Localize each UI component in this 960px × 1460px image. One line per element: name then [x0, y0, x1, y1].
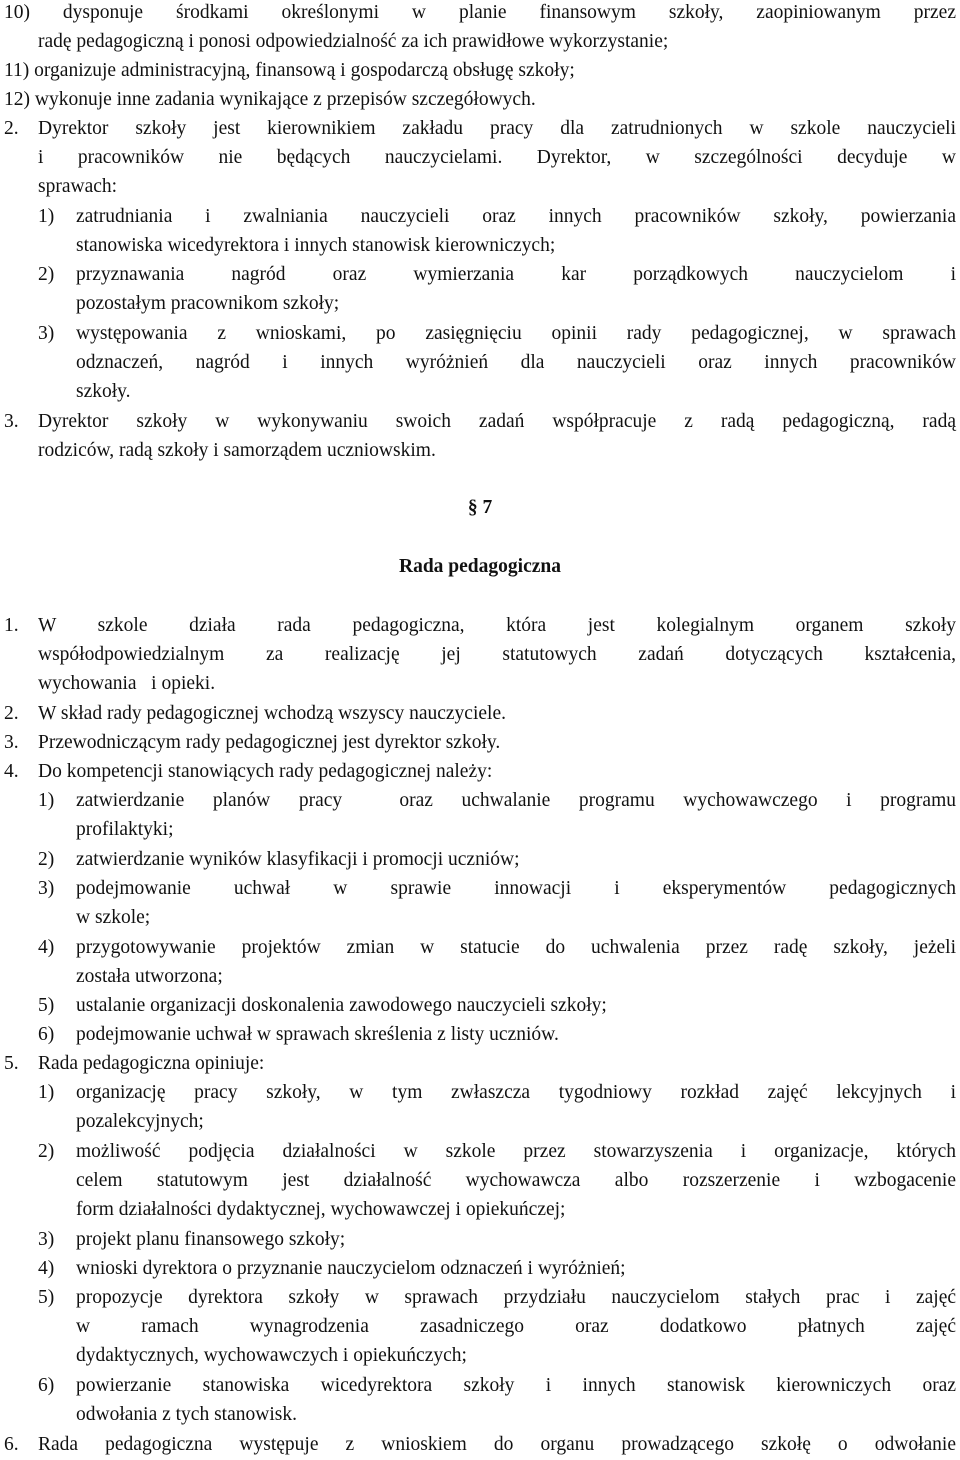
item-number: 1): [38, 206, 55, 227]
list-item: przyznawania nagród oraz wymierzania kar porządkowych nauczycielom i: [76, 264, 956, 285]
list-item: zatwierdzanie wyników klasyfikacji i promocji uczniów;: [76, 849, 520, 870]
list-item-continuation: form działalności dydaktycznej, wychowawczej i opiekuńczej;: [76, 1199, 566, 1220]
section-heading: § 7: [467, 497, 493, 518]
paragraph-text: sprawach:: [38, 176, 118, 197]
paragraph-text: współodpowiedzialnym za realizację jej statutowych zadań dotyczących kształcenia,: [38, 644, 956, 665]
item-number: 3): [38, 1229, 55, 1250]
item-number: 6): [38, 1024, 55, 1045]
list-item-continuation: odznaczeń, nagród i innych wyróżnień dla nauczycieli oraz innych pracowników: [76, 352, 956, 373]
paragraph-text: W skład rady pedagogicznej wchodzą wszyscy nauczyciele.: [38, 703, 506, 724]
list-item: 10) dysponuje środkami określonymi w planie finansowym szkoły, zaopiniowanym przez: [4, 2, 956, 23]
paragraph-text: Rada pedagogiczna występuje z wnioskiem do organu prowadzącego szkołę o odwołanie: [38, 1434, 956, 1455]
paragraph-number: 6.: [4, 1434, 19, 1455]
item-number: 1): [38, 790, 55, 811]
list-item: podejmowanie uchwał w sprawie innowacji i eksperymentów pedagogicznych: [76, 878, 956, 899]
paragraph-number: 1.: [4, 615, 19, 636]
item-number: 3): [38, 323, 55, 344]
item-number: 2): [38, 1141, 55, 1162]
item-number: 4): [38, 937, 55, 958]
list-item: wnioski dyrektora o przyznanie nauczycielom odznaczeń i wyróżnień;: [76, 1258, 626, 1279]
paragraph-text: i pracowników nie będących nauczycielami. Dyrektor, w szczególności decyduje w: [38, 147, 956, 168]
paragraph-text: Dyrektor szkoły jest kierownikiem zakładu pracy dla zatrudnionych w szkole nauczycieli: [38, 118, 956, 139]
list-item: organizację pracy szkoły, w tym zwłaszcza tygodniowy rozkład zajęć lekcyjnych i: [76, 1082, 956, 1103]
paragraph-text: rodziców, radą szkoły i samorządem uczniowskim.: [38, 440, 436, 461]
list-item: projekt planu finansowego szkoły;: [76, 1229, 346, 1250]
list-item: ustalanie organizacji doskonalenia zawodowego nauczycieli szkoły;: [76, 995, 607, 1016]
paragraph-number: 2.: [4, 118, 19, 139]
list-item: podejmowanie uchwał w sprawach skreślenia z listy uczniów.: [76, 1024, 559, 1045]
list-item: przygotowywanie projektów zmian w statucie do uchwalenia przez radę szkoły, jeżeli: [76, 937, 956, 958]
section-title: Rada pedagogiczna: [399, 556, 561, 577]
list-item: propozycje dyrektora szkoły w sprawach przydziału nauczycielom stałych prac i zajęć: [76, 1287, 956, 1308]
list-item: występowania z wnioskami, po zasięgnięciu opinii rady pedagogicznej, w sprawach: [76, 323, 956, 344]
list-item: możliwość podjęcia działalności w szkole przez stowarzyszenia i organizacje, których: [76, 1141, 956, 1162]
list-item-continuation: została utworzona;: [76, 966, 223, 987]
list-item: zatrudniania i zwalniania nauczycieli oraz innych pracowników szkoły, powierzania: [76, 206, 956, 227]
list-item-continuation: szkoły.: [76, 381, 131, 402]
paragraph-number: 3.: [4, 732, 19, 753]
list-item: 11) organizuje administracyjną, finansową i gospodarczą obsługę szkoły;: [4, 60, 575, 81]
paragraph-number: 2.: [4, 703, 19, 724]
item-number: 4): [38, 1258, 55, 1279]
paragraph-number: 3.: [4, 411, 19, 432]
list-item-continuation: stanowiska wicedyrektora i innych stanowisk kierowniczych;: [76, 235, 556, 256]
list-item-continuation: celem statutowym jest działalność wychowawcza albo rozszerzenie i wzbogacenie: [76, 1170, 956, 1191]
list-item-continuation: radę pedagogiczną i ponosi odpowiedzialność za ich prawidłowe wykorzystanie;: [38, 31, 669, 52]
paragraph-text: Dyrektor szkoły w wykonywaniu swoich zadań współpracuje z radą pedagogiczną, radą: [38, 411, 956, 432]
item-number: 2): [38, 264, 55, 285]
list-item-continuation: pozalekcyjnych;: [76, 1111, 204, 1132]
item-number: 2): [38, 849, 55, 870]
list-item: zatwierdzanie planów pracy oraz uchwalanie programu wychowawczego i programu: [76, 790, 956, 811]
list-item: 12) wykonuje inne zadania wynikające z przepisów szczegółowych.: [4, 89, 536, 110]
paragraph-text: Rada pedagogiczna opiniuje:: [38, 1053, 265, 1074]
paragraph-text: W szkole działa rada pedagogiczna, która jest kolegialnym organem szkoły: [38, 615, 956, 636]
item-number: 6): [38, 1375, 55, 1396]
list-item-continuation: profilaktyki;: [76, 819, 174, 840]
list-item-continuation: dydaktycznych, wychowawczych i opiekuńczych;: [76, 1345, 467, 1366]
list-item-continuation: w szkole;: [76, 907, 151, 928]
list-item-continuation: pozostałym pracownikom szkoły;: [76, 293, 340, 314]
list-item-continuation: w ramach wynagrodzenia zasadniczego oraz dodatkowo płatnych zajęć: [76, 1316, 956, 1337]
paragraph-text: Do kompetencji stanowiących rady pedagogicznej należy:: [38, 761, 493, 782]
paragraph-text: wychowania i opieki.: [38, 673, 216, 694]
paragraph-text: Przewodniczącym rady pedagogicznej jest dyrektor szkoły.: [38, 732, 501, 753]
paragraph-number: 5.: [4, 1053, 19, 1074]
item-number: 1): [38, 1082, 55, 1103]
list-item-continuation: odwołania z tych stanowisk.: [76, 1404, 297, 1425]
item-number: 5): [38, 995, 55, 1016]
paragraph-number: 4.: [4, 761, 19, 782]
item-number: 3): [38, 878, 55, 899]
item-number: 5): [38, 1287, 55, 1308]
list-item: powierzanie stanowiska wicedyrektora szkoły i innych stanowisk kierowniczych oraz: [76, 1375, 956, 1396]
